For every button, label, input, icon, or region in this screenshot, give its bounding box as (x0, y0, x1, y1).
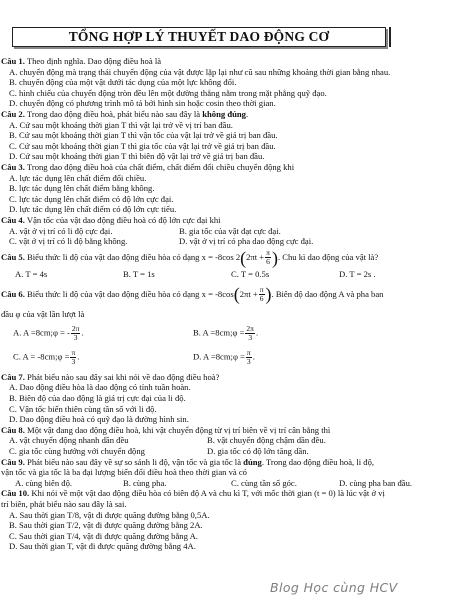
option-b: B. Sau thời gian T/2, vật đi được quãng đường bằng 2A. (9, 520, 203, 531)
option-d: D. vật ở vị trí có pha dao động cực đại. (179, 236, 314, 247)
fraction-numerator: π (71, 348, 76, 358)
fraction-numerator: π (246, 348, 251, 358)
question-text-line2: trí biên, phát biểu nào sau đây là sai. (1, 499, 127, 509)
option-d: D. cùng pha ban đầu. (339, 477, 413, 488)
option-d: D. Cứ sau một khoảng thời gian T thì biên độ vật lại trở về giá trị ban đầu. (9, 151, 265, 162)
equation-inner: 2πt + (239, 288, 258, 299)
title-side-bar (389, 27, 391, 47)
option-d: D. chuyển động có phương trình mô tả bởi hình sin hoặc cosin theo thời gian. (9, 98, 276, 109)
option-b: B. Biên độ của dao động là giá trị cực đại của li độ. (9, 393, 186, 404)
question-text: Trong dao động điều hoà, phát biểu nào sau đây là (26, 108, 201, 119)
option-a: A. cùng biên độ. (15, 477, 73, 488)
question-number: Câu 6. (1, 288, 25, 299)
fraction-numerator: π (259, 284, 264, 294)
question-number: Câu 9. (1, 456, 25, 467)
option-c: C. Cứ sau một khoảng thời gian T thì gia tốc của vật lại trở về giá trị ban đầu. (9, 140, 276, 151)
option-a: A. Sau thời gian T/8, vật đi được quãng đường bằng 0,5A. (9, 509, 210, 520)
fraction-denominator: 3 (71, 357, 76, 367)
option-c: C. Sau thời gian T/4, vật đi được quãng đường bằng A. (9, 530, 198, 541)
option-c: C. lực tác dụng lên chất điểm có độ lớn cực đại. (9, 193, 174, 204)
document-title: TỔNG HỢP LÝ THUYẾT DAO ĐỘNG CƠ (12, 27, 386, 47)
question-number: Câu 7. (1, 371, 25, 382)
question-text-line2: đầu φ của vật lần lượt là (1, 309, 85, 320)
option-c-fraction (70, 349, 76, 366)
question-text: Biểu thức li độ của vật dao động điều hòa có dạng x = -8cos (27, 288, 234, 299)
question-number: Câu 2. (1, 108, 25, 119)
option-d: D. gia tốc có độ lớn tăng dần. (207, 446, 309, 457)
paren-close: ) (265, 284, 272, 305)
option-a: A. Cứ sau một khoảng thời gian T thì vật lại trở về vị trí ban đầu. (9, 119, 233, 130)
question-4 (1, 215, 447, 247)
option-a: A. T = 4s (15, 268, 48, 279)
question-number: Câu 4. (1, 214, 25, 225)
fraction-denominator: 3 (248, 333, 253, 343)
option-d: D. Sau thời gian T, vật đi được quãng đường bằng 4A. (9, 541, 196, 552)
option-c: C. Vận tốc biến thiên cùng tần số với li độ. (9, 403, 157, 414)
question-3 (1, 162, 447, 215)
equation-fraction (259, 286, 265, 303)
question-text: Theo định nghĩa. Dao động điều hoà là (26, 56, 162, 66)
option-b: B. gia tốc của vật đạt cực đại. (179, 225, 281, 236)
option-d: D. lực tác dụng lên chất điểm có độ lớn cực tiểu. (9, 204, 177, 215)
option-b-fraction (245, 325, 255, 342)
fraction-denominator: 3 (246, 357, 251, 367)
option-c: C. A = -8cm;φ = $\frac{\pi}{3}$ . (13, 348, 80, 367)
question-7 (1, 372, 447, 425)
option-b-text: B. A =8cm;φ = (193, 327, 245, 338)
question-6 (1, 283, 447, 368)
question-number: Câu 1. (1, 56, 25, 66)
question-emphasis: không đúng (202, 108, 246, 119)
question-8 (1, 425, 447, 457)
option-d: D. T = 2s . (339, 268, 376, 279)
question-1 (1, 56, 447, 109)
question-number: Câu 5. (1, 252, 25, 263)
option-c: C. hình chiếu của chuyển động tròn đều lên một đường thẳng nằm trong mặt phẳng quỹ đạo. (9, 87, 327, 98)
fraction-denominator: 6 (266, 257, 270, 267)
question-number: Câu 8. (1, 424, 25, 435)
option-d: D. A =8cm;φ = $\frac{\pi}{3}$ . (193, 348, 255, 367)
question-text: Trong dao động điều hoà của chất điểm, chất điểm đổi chiều chuyển động khi (26, 161, 295, 172)
question-2: Câu 2. Trong dao động điều hoà, phát biểu nào sau đây là không đúng. A. Cứ sau một khoảng thời gian T thì vật lại trở về vị trí ban đầu. B. Cứ sau một khoảng thời gian T thì vận tốc của vật lại trở về giá trị ban đầu. C. Cứ sau một khoảng thời gian T thì gia tốc của vật lại trở về giá trị ban đầu. D. Cứ sau một khoảng thời gian T thì biên độ vật lại trở về giá trị ban đầu. (1, 109, 447, 162)
question-9 (1, 457, 447, 489)
question-text: Phát biểu nào sau đây về sự so sánh li độ, vận tốc và gia tốc là (27, 456, 242, 467)
paren-open: ( (240, 247, 247, 268)
question-text: Vận tốc của vật dao động điều hoà có độ lớn cực đại khi (26, 214, 221, 225)
question-text-cont: . Trong dao động điều hoà, li độ, (261, 456, 375, 467)
option-b: B. cùng pha. (123, 477, 167, 488)
option-a: A. vật ở vị trí có li độ cực đại. (9, 225, 113, 236)
question-text: Khi nói về một vật dao động điều hòa có biên độ A và chu kì T, với mốc thời gian (t = 0) là lúc vật ở vị (31, 488, 385, 499)
fraction-numerator: π (266, 248, 270, 258)
fraction-numerator: 2π (71, 324, 80, 334)
option-a-text: A. A =8cm;φ = - (13, 327, 70, 338)
question-10 (1, 488, 447, 552)
option-b: B. vật chuyển động chậm dần đều. (207, 435, 326, 446)
option-c: C. vật ở vị trí có li độ bằng không. (9, 236, 128, 247)
question-5 (1, 247, 447, 280)
question-text-line2: vận tốc và gia tốc là ba đại lượng biến đổi điều hoà theo thời gian và có (1, 467, 247, 478)
option-a-fraction (71, 325, 81, 342)
option-b: B. lực tác dụng lên chất điểm bằng không. (9, 183, 155, 194)
option-b: B. A =8cm;φ = $\frac{2\pi}{3}$ . (193, 324, 259, 343)
paren-open: ( (233, 284, 240, 305)
option-c-text: C. A = -8cm;φ = (13, 351, 70, 362)
question-list (1, 56, 447, 552)
option-d-text: D. A =8cm;φ = (193, 351, 245, 362)
option-c: C. T = 0.5s (231, 268, 270, 279)
option-a: A. Dao động điều hòa là dao động có tính tuần hoàn. (9, 382, 191, 393)
option-a: A. chuyển động mà trạng thái chuyển động của vật được lặp lại như cũ sau những khoảng thời gian bằng nhau. (9, 66, 391, 77)
question-tail: . Biên độ dao động A và pha ban (271, 288, 384, 299)
question-tail: . Chu kì dao động của vật là? (277, 252, 379, 263)
question-text: Biểu thức li độ của vật dao động điều hòa có dạng x = -8cos 2 (27, 252, 241, 263)
question-number: Câu 10. (1, 488, 30, 499)
option-c: C. cùng tần số góc. (231, 477, 297, 488)
option-d: D. Dao động điều hoà có quỹ đạo là đường hình sin. (9, 414, 189, 425)
option-b: B. Cứ sau một khoảng thời gian T thì vận tốc của vật lại trở về giá trị ban đầu. (9, 130, 278, 141)
option-a: A. lực tác dụng lên chất điểm đổi chiều. (9, 172, 147, 183)
paren-close: ) (271, 247, 278, 268)
option-b: B. T = 1s (123, 268, 155, 279)
fraction-denominator: 6 (259, 293, 264, 303)
watermark-text: Blog Học cùng HCV (270, 580, 398, 595)
option-a: A. vật chuyển động nhanh dần đều (9, 435, 129, 446)
option-b: B. chuyển động của một vật dưới tác dụng của một lực không đổi. (9, 77, 237, 88)
fraction-numerator: 2π (246, 324, 254, 334)
option-d-fraction (246, 349, 252, 366)
equation-fraction (265, 249, 271, 266)
question-number: Câu 3. (1, 161, 25, 172)
question-emphasis: đúng (243, 456, 262, 467)
fraction-denominator: 3 (73, 333, 78, 343)
option-c: C. gia tốc cùng hướng với chuyển động (9, 446, 145, 457)
question-text: Một vật đang dao động điều hoà, khi vật chuyển động từ vị trí biên về vị trí cân bằng thì (27, 424, 331, 435)
question-text: Phát biểu nào sau đây sai khi nói về dao động điều hoà? (27, 371, 220, 382)
option-a: A. A =8cm;φ = - $\frac{2\pi}{3}$ . (13, 324, 84, 343)
equation-inner: 2πt + (246, 252, 265, 263)
